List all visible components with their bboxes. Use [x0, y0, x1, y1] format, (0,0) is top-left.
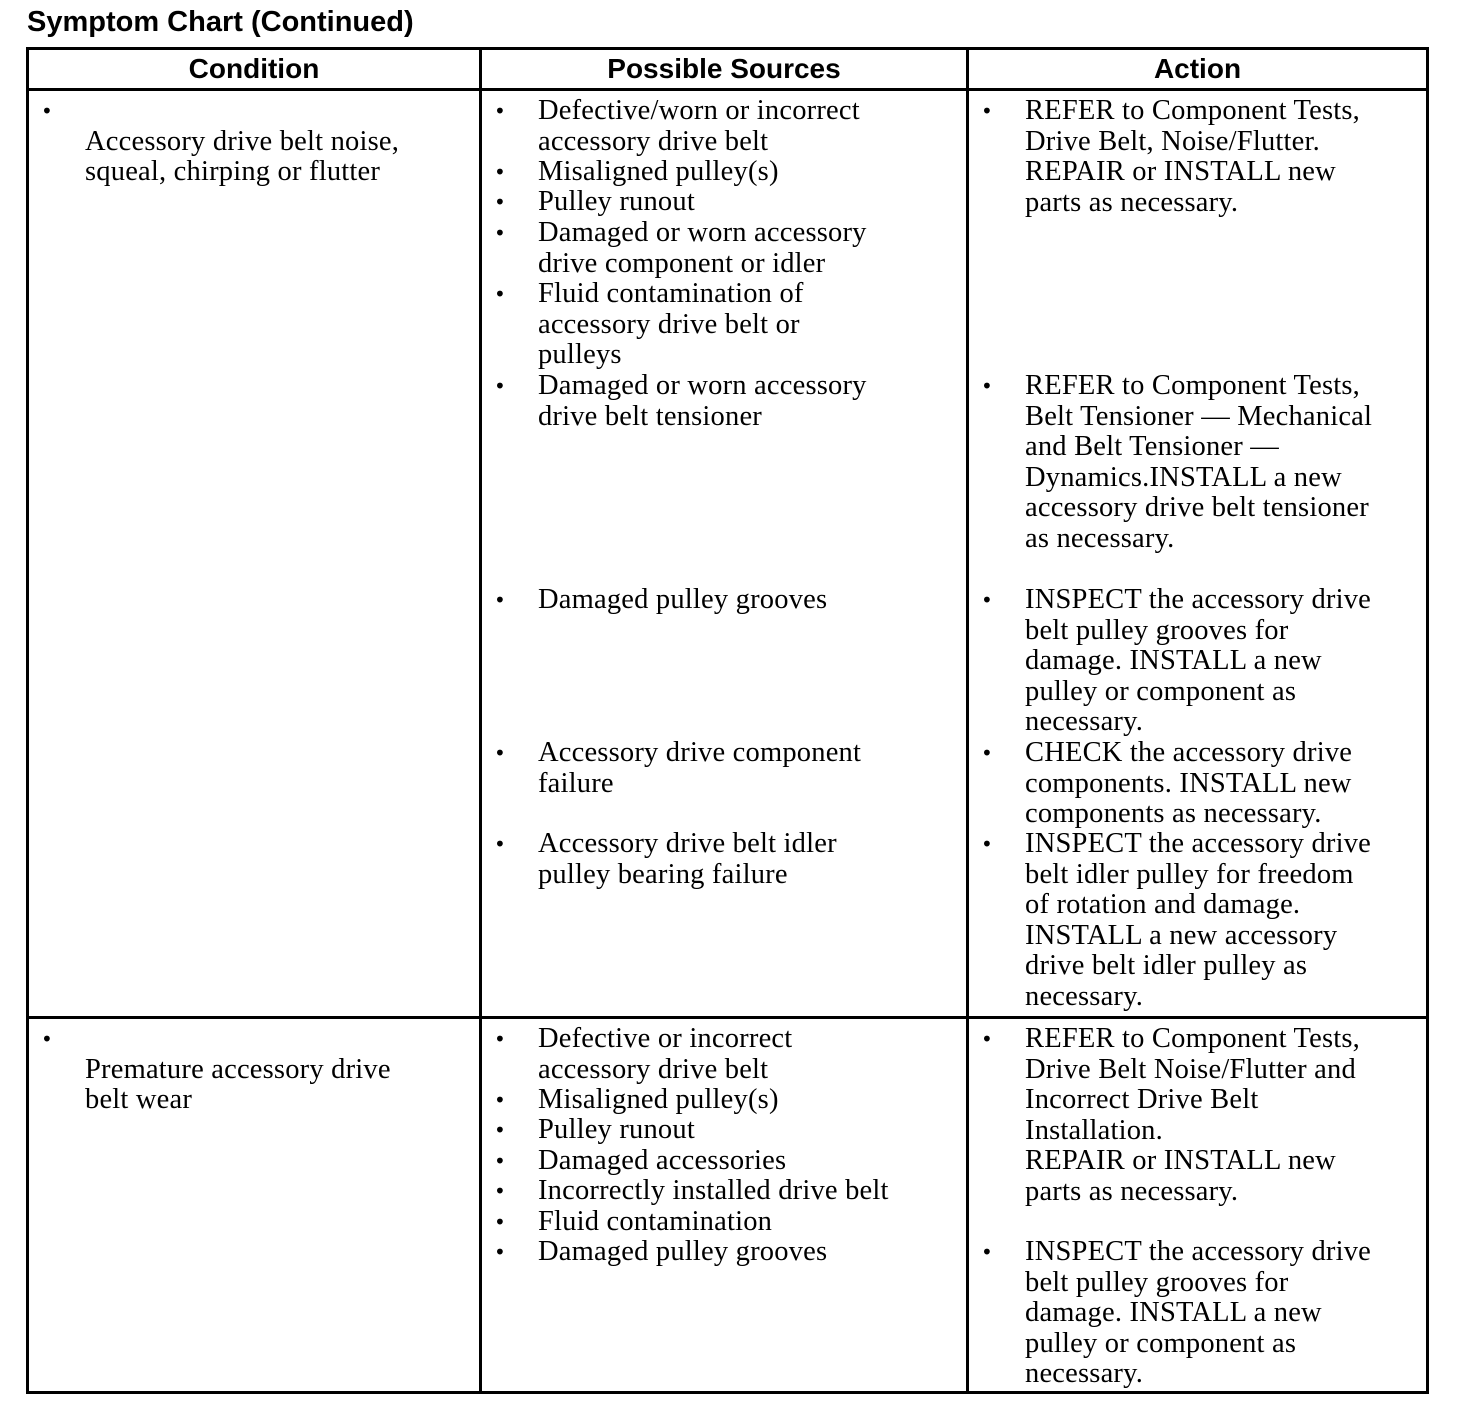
source-text: Misaligned pulley(s) [537, 1084, 779, 1115]
source-item [482, 218, 966, 279]
bullet-icon: • [981, 99, 993, 123]
sources-cell [480, 1018, 967, 1393]
source-item [482, 1024, 966, 1085]
source-text: Pulley runout [537, 186, 695, 217]
source-item [482, 829, 966, 890]
bullet-icon: • [493, 221, 506, 245]
action-item [969, 1237, 1426, 1390]
source-text: Defective/worn or incorrect accessory drive belt [537, 95, 860, 157]
bullet-icon: • [981, 1240, 993, 1264]
source-item [482, 96, 966, 157]
header-action: Action [968, 49, 1428, 90]
header-possible-sources: Possible Sources [480, 49, 967, 90]
action-text: REFER to Component Tests, Drive Belt Noise/Flutter and Incorrect Drive Belt Installation. REPAIR or INSTALL new parts as necessary. [1025, 1023, 1361, 1207]
bullet-icon: • [493, 99, 506, 123]
bullet-icon: • [981, 588, 993, 612]
action-cell [968, 1018, 1428, 1393]
source-text: Damaged or worn accessory drive component or idler [537, 217, 867, 279]
action-item [969, 829, 1426, 1012]
page-title: Symptom Chart (Continued) [27, 6, 414, 38]
source-item [482, 279, 966, 371]
table-row [28, 90, 1428, 1018]
table-row [28, 1018, 1428, 1393]
source-text: Damaged pulley grooves [537, 1236, 828, 1267]
header-condition: Condition [28, 49, 481, 90]
source-item [482, 157, 966, 188]
action-item [969, 585, 1426, 738]
source-item [482, 1085, 966, 1116]
action-item [969, 96, 1426, 218]
source-item [482, 585, 966, 616]
source-item [482, 1237, 966, 1268]
action-text: CHECK the accessory drive components. INSTALL new components as necessary. [1025, 737, 1353, 829]
source-text: Damaged pulley grooves [537, 584, 828, 615]
bullet-icon: • [493, 1149, 506, 1173]
bullet-icon: • [493, 588, 506, 612]
bullet-icon: • [493, 160, 506, 184]
source-text: Fluid contamination [537, 1206, 773, 1237]
source-text: Misaligned pulley(s) [537, 156, 779, 187]
action-text: REFER to Component Tests, Drive Belt, Noise/Flutter. REPAIR or INSTALL new parts as necessary. [1025, 95, 1361, 218]
sources-cell [480, 90, 967, 1018]
bullet-icon: • [493, 1027, 506, 1051]
action-cell [968, 90, 1428, 1018]
source-text: Accessory drive belt idler pulley bearing failure [537, 828, 837, 890]
condition-text: Accessory drive belt noise, squeal, chirping or flutter [85, 125, 400, 187]
bullet-icon: • [981, 1027, 993, 1051]
bullet-icon: • [493, 1118, 506, 1142]
action-item [969, 1024, 1426, 1207]
source-text: Incorrectly installed drive belt [537, 1175, 889, 1206]
bullet-icon: • [493, 1179, 506, 1203]
condition-item [29, 1024, 479, 1116]
bullet-icon: • [493, 1210, 506, 1234]
source-item [482, 738, 966, 799]
bullet-icon: • [493, 190, 506, 214]
condition-item [29, 96, 479, 188]
bullet-icon: • [493, 374, 506, 398]
source-text: Fluid contamination of accessory drive belt or pulleys [537, 278, 804, 370]
condition-cell [28, 1018, 481, 1393]
bullet-icon: • [981, 374, 993, 398]
condition-text: Premature accessory drive belt wear [85, 1053, 391, 1115]
source-item [482, 1207, 966, 1238]
source-text: Defective or incorrect accessory drive belt [537, 1023, 793, 1085]
header-row [28, 49, 1428, 90]
source-text: Damaged or worn accessory drive belt tensioner [537, 370, 867, 432]
action-text: INSPECT the accessory drive belt pulley grooves for damage. INSTALL a new pulley or component as necessary. [1025, 584, 1372, 737]
source-item [482, 1176, 966, 1207]
bullet-icon: • [981, 832, 993, 856]
action-item [969, 738, 1426, 830]
bullet-icon: • [493, 1088, 506, 1112]
source-item [482, 1146, 966, 1177]
bullet-icon: • [41, 1027, 53, 1051]
source-item [482, 371, 966, 432]
bullet-icon: • [493, 741, 506, 765]
symptom-chart-table [26, 47, 1429, 1394]
bullet-icon: • [981, 741, 993, 765]
condition-cell [28, 90, 481, 1018]
source-text: Pulley runout [537, 1114, 695, 1145]
action-item [969, 371, 1426, 554]
action-text: INSPECT the accessory drive belt idler pulley for freedom of rotation and damage. INSTALL a new accessory drive belt idler pulley as necessary. [1025, 828, 1372, 1012]
source-item [482, 1115, 966, 1146]
bullet-icon: • [493, 282, 506, 306]
action-text: INSPECT the accessory drive belt pulley grooves for damage. INSTALL a new pulley or component as necessary. [1025, 1236, 1372, 1389]
source-text: Damaged accessories [537, 1145, 787, 1176]
bullet-icon: • [493, 1240, 506, 1264]
source-item [482, 187, 966, 218]
bullet-icon: • [41, 99, 53, 123]
bullet-icon: • [493, 832, 506, 856]
action-text: REFER to Component Tests, Belt Tensioner — Mechanical and Belt Tensioner — Dynamics.INSTALL a new accessory drive belt tensioner as necessary. [1025, 370, 1373, 554]
source-text: Accessory drive component failure [537, 737, 862, 799]
